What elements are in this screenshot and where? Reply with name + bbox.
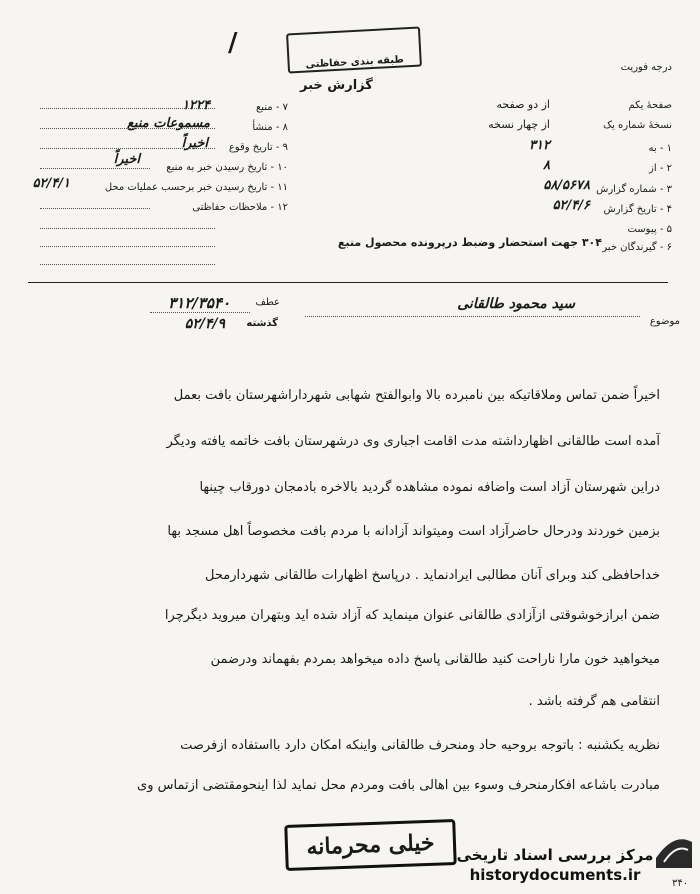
watermark-url: historydocuments.ir — [469, 866, 641, 884]
field-label-report-date: ۴ - تاریخ گزارش — [603, 204, 672, 215]
field-label-recipients: ۶ - گیرندگان خبر — [602, 242, 672, 253]
field-label-event-date: ۹ - تاریخ وقوع — [228, 142, 288, 153]
field-value-copy: از چهار نسخه — [488, 118, 550, 131]
page-number: ۳۴۰ — [672, 878, 689, 889]
field-label-protection-notes: ۱۲ - ملاحظات حفاظتی — [192, 202, 288, 213]
field-value-news-to-source: اخیراً — [113, 152, 140, 167]
field-value-report-number: ۵۸/۵۶۷۸ — [543, 178, 590, 193]
body-line: اخیراً ضمن تماس وملاقاتیکه بین نامبرده بالا وابوالفتح شهابی شهرداراشهرستان بافت بعمل — [173, 388, 660, 403]
field-label-from: ۲ - از — [649, 163, 672, 174]
margin-mark: / — [228, 28, 238, 58]
field-value-from: ۸ — [543, 158, 550, 173]
field-label-copy: نسخهٔ شماره یک — [603, 120, 672, 131]
subject-label: موضوع — [649, 316, 680, 327]
field-label-news-to-source: ۱۰ - تاریخ رسیدن خبر به منبع — [166, 162, 288, 173]
body-line: ضمن ابرازخوشوقتی ازآزادی طالقانی عنوان مینماید که آزاد شده اید وبتهران میروید دیگرچرا — [164, 608, 660, 623]
field-label-source: ۷ - منبع — [255, 102, 288, 113]
field-value-to: ۳۱۲ — [529, 138, 550, 153]
body-line: انتقامی هم گرفته باشد . — [528, 694, 660, 709]
classification-stamp-text: طبقه بندی حفاظتی — [305, 54, 405, 71]
field-label-origin: ۸ - منشأ — [252, 122, 288, 133]
body-line: بزمین خوردند ودرحال حاضرآزاد است ومیتواند آزادانه با مردم بافت مخصوصاً اهل مسجد بها — [167, 524, 660, 539]
field-value-source: ۱۲۲۴ — [182, 98, 210, 113]
ref-sub-label: گذشته — [246, 318, 278, 329]
field-value-origin: مسموعات منبع — [126, 116, 210, 131]
top-secret-stamp-text: خیلی محرمانه — [306, 829, 435, 861]
field-value-page: از دو صفحه — [496, 98, 550, 111]
field-label-news-arrival: ۱۱ - تاریخ رسیدن خبر برحسب عملیات محل — [104, 182, 288, 193]
field-label-attachment: ۵ - پیوست — [627, 224, 672, 235]
watermark-title: مرکز بررسی اسناد تاریخی — [456, 846, 654, 864]
field-value-report-date: ۵۲/۴/۶ — [552, 198, 590, 213]
field-label-report-number: ۳ - شماره گزارش — [596, 184, 672, 195]
classification-stamp — [286, 27, 422, 74]
priority-label: درجه فوریت — [620, 62, 672, 73]
field-value-recipients: ۳۰۴ جهت استحضار وضبط درپرونده محصول منبع — [337, 236, 602, 249]
watermark — [440, 820, 670, 890]
body-line: میخواهید خون مارا ناراحت کنید طالقانی پاسخ داده میخواهد بمردم بفهماند ودرضمن — [210, 652, 660, 667]
field-label-to: ۱ - به — [648, 143, 672, 154]
body-line: خداحافظی کند وبرای آنان مطالبی ایرادنماید . درپاسخ اظهارات طالقانی شهردارمحل — [205, 568, 660, 583]
subject-divider — [28, 282, 668, 283]
body-line: مبادرت باشاعه افکارمنحرف وسوء بین اهالی بافت ومردم محل نماید لذا اینحومقتضی ازتماس وی — [137, 778, 660, 793]
body-line: آمده است طالقانی اظهارداشته مدت اقامت اجباری وی درشهرستان بافت خاتمه یافته ودیگر — [166, 434, 660, 449]
ref-number: ۳۱۲/۳۵۴۰ — [168, 294, 230, 312]
body-line: نظریه یکشنبه : باتوجه بروحیه حاد ومنحرف طالقانی واینکه امکان دارد بااستفاده ازفرصت — [180, 738, 660, 753]
field-value-news-arrival: ۵۲/۴/۱ — [32, 176, 70, 191]
report-title: گزارش خبر — [300, 78, 373, 93]
ref-label: عطف — [255, 297, 280, 308]
subject-value: سید محمود طالقانی — [457, 296, 575, 312]
top-secret-stamp — [284, 819, 457, 871]
field-label-page: صفحهٔ یکم — [628, 100, 672, 111]
watermark-logo-icon — [652, 828, 696, 872]
ref-date: ۵۲/۴/۹ — [184, 316, 225, 332]
field-value-event-date: اخیراً — [181, 136, 208, 151]
body-line: دراین شهرستان آزاد است واضافه نموده مشاهده گردید بالاخره بادمجان دورقاب چینها — [199, 480, 660, 495]
